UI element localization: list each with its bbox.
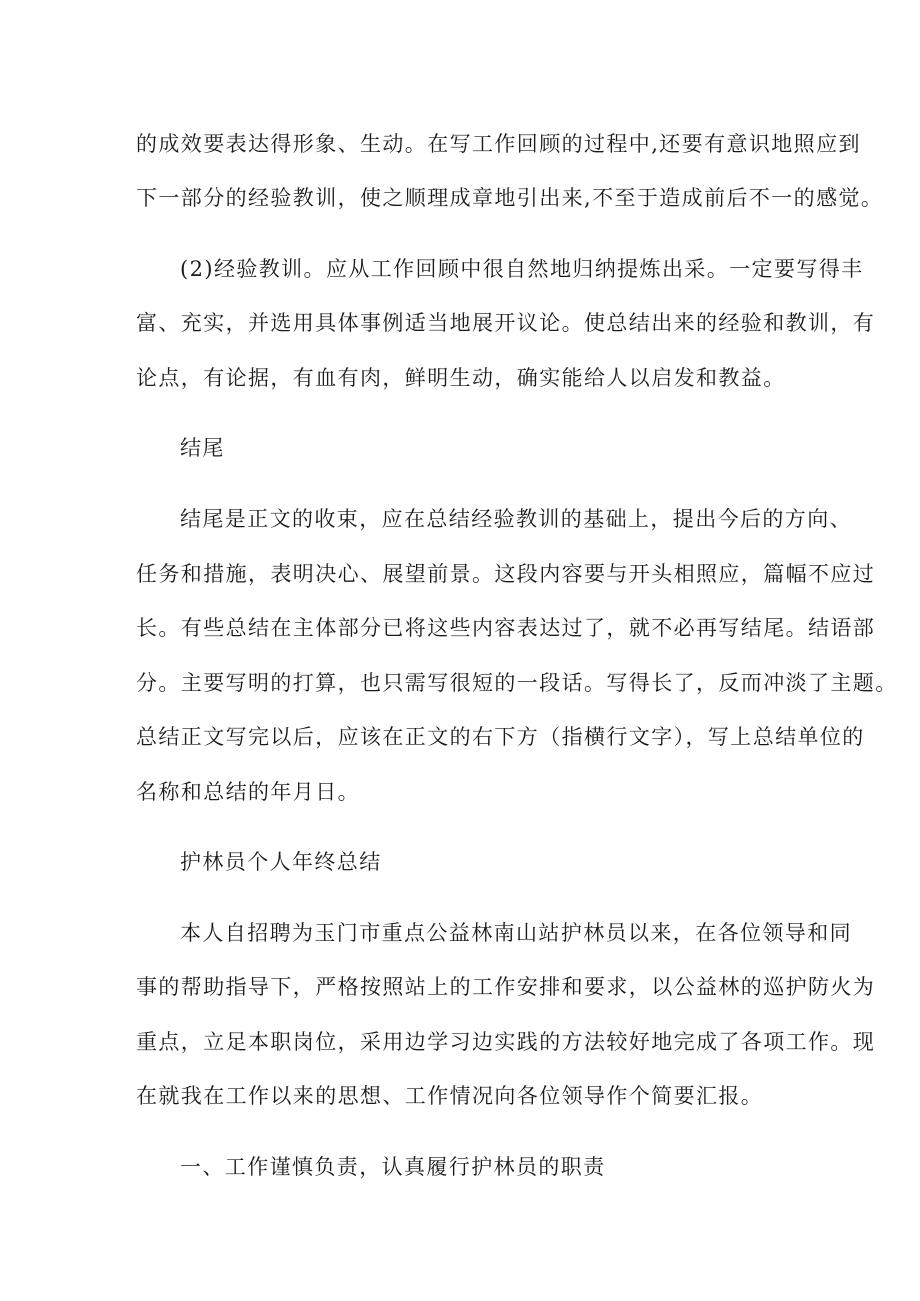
paragraph-line: 论点，有论据，有血有肉，鲜明生动，确实能给人以启发和教益。 [136, 366, 786, 390]
paragraph-line: 结尾是正文的收束，应在总结经验教训的基础上，提出今后的方向、 [180, 507, 852, 531]
paragraph-line: 本人自招聘为玉门市重点公益林南山站护林员以来，在各位领导和同 [180, 921, 852, 945]
paragraph-line: 重点，立足本职岗位，采用边学习边实践的方法较好地完成了各项工作。现 [136, 1030, 876, 1054]
paragraph-line: 事的帮助指导下，严格按照站上的工作安排和要求，以公益林的巡护防火为 [136, 975, 876, 999]
paragraph-line: 富、充实，并选用具体事例适当地展开议论。使总结出来的经验和教训，有 [136, 311, 876, 335]
paragraph-line: 名称和总结的年月日。 [136, 780, 360, 804]
paragraph-line: 分。主要写明的打算，也只需写很短的一段话。写得长了，反而冲淡了主题。 [136, 671, 898, 695]
section-heading: 一、工作谨慎负责，认真履行护林员的职责 [180, 1155, 606, 1179]
paragraph-line: (2)经验教训。应从工作回顾中很自然地归纳提炼出采。一定要写得丰 [180, 257, 864, 281]
document-title: 护林员个人年终总结 [180, 850, 382, 874]
paragraph-line: 总结正文写完以后，应该在正文的右下方（指横行文字），写上总结单位的 [136, 725, 865, 749]
paragraph-line: 的成效要表达得形象、生动。在写工作回顾的过程中,还要有意识地照应到 [136, 132, 861, 156]
paragraph-line: 在就我在工作以来的思想、工作情况向各位领导作个简要汇报。 [136, 1084, 764, 1108]
paragraph-line: 下一部分的经验教训，使之顺理成章地引出来,不至于造成前后不一的感觉。 [136, 186, 884, 210]
paragraph-line: 长。有些总结在主体部分已将这些内容表达过了，就不必再写结尾。结语部 [136, 616, 876, 640]
paragraph-line: 任务和措施，表明决心、展望前景。这段内容要与开头相照应，篇幅不应过 [136, 562, 876, 586]
section-heading: 结尾 [180, 436, 225, 460]
